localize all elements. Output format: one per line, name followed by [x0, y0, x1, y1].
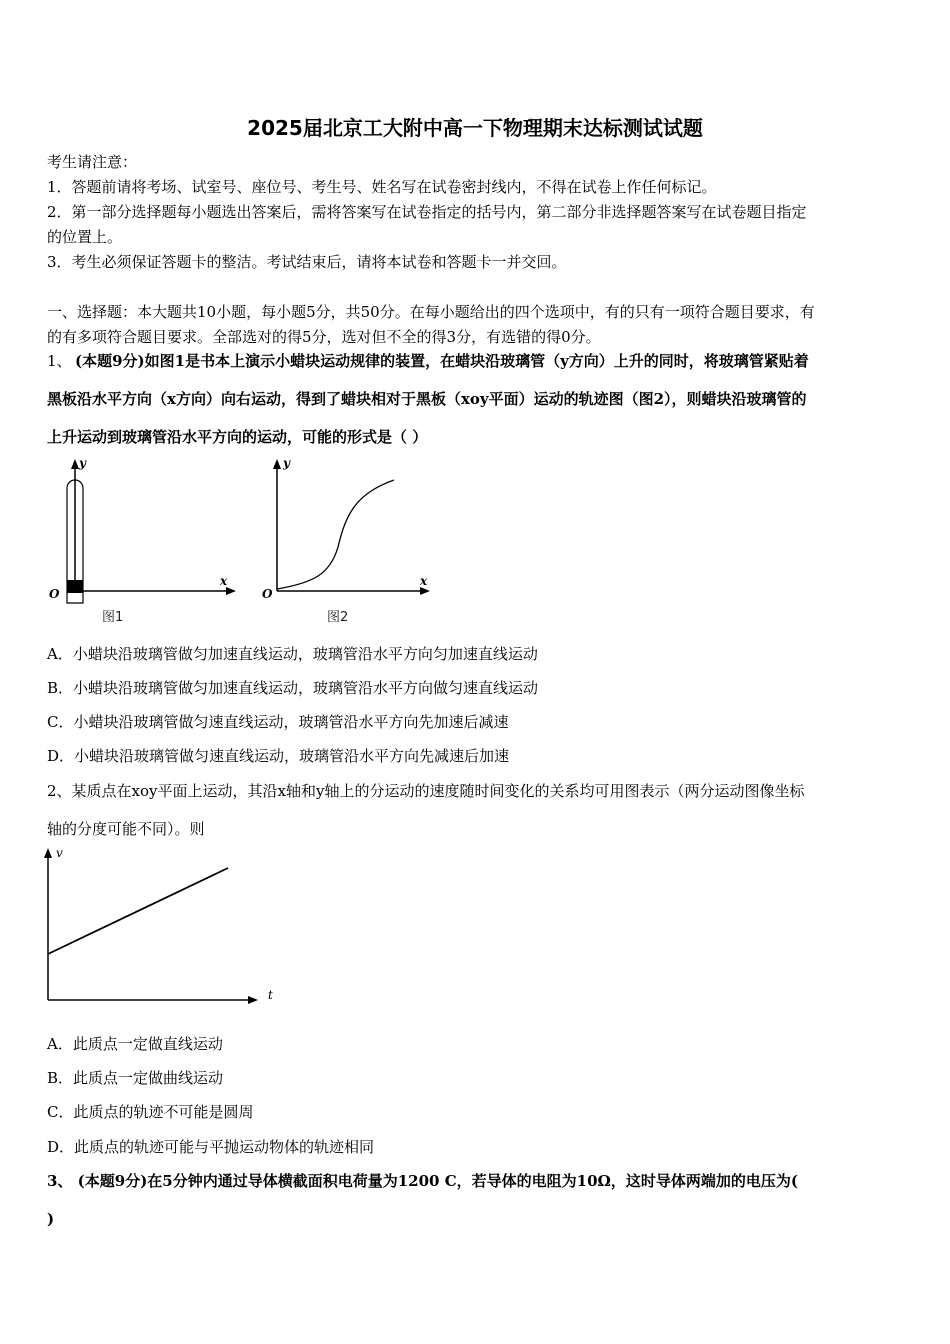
- question-text: 黑板沿水平方向（x方向）向右运动，得到了蜡块相对于黑板（xoy平面）运动的轨迹图（图2），则蜡块沿玻璃管的: [47, 390, 807, 408]
- question-text: 上升运动到玻璃管沿水平方向的运动，可能的形式是（ ）: [47, 428, 428, 446]
- option-c: C．此质点的轨迹不可能是圆周: [47, 1103, 254, 1121]
- fig1-x-label: x: [220, 574, 228, 588]
- velocity-line: [48, 868, 228, 954]
- option-d: D．小蜡块沿玻璃管做匀速直线运动，玻璃管沿水平方向先减速后加速: [47, 747, 510, 765]
- fig1-y-label: y: [79, 456, 86, 470]
- question-text: 2、某质点在xoy平面上运动，其沿x轴和y轴上的分运动的速度随时间变化的关系均可用图表示（两分运动图像坐标: [47, 782, 805, 800]
- option-a: A．此质点一定做直线运动: [47, 1035, 223, 1053]
- option-b: B．小蜡块沿玻璃管做匀加速直线运动，玻璃管沿水平方向做匀速直线运动: [47, 679, 539, 697]
- notice-item: 1．答题前请将考场、试室号、座位号、考生号、姓名写在试卷密封线内，不得在试卷上作任何标记。: [47, 178, 717, 196]
- question-text: 轴的分度可能不同）。则: [47, 820, 205, 838]
- question-text-cont: ): [47, 1210, 55, 1228]
- figure-2: [262, 455, 442, 630]
- section-heading: 一、选择题：本大题共10小题，每小题5分，共50分。在每小题给出的四个选项中，有的只有一项符合题目要求，有: [47, 303, 815, 321]
- figure-1: [40, 455, 240, 630]
- notice-item: 的位置上。: [47, 228, 123, 246]
- option-c: C．小蜡块沿玻璃管做匀速直线运动，玻璃管沿水平方向先加速后减速: [47, 713, 509, 731]
- fig2-origin-label: O: [262, 587, 273, 601]
- fig2-x-label: x: [420, 574, 428, 588]
- section-heading-cont: 的有多项符合题目要求。全部选对的得5分，选对但不全的得3分，有选错的得0分。: [47, 328, 601, 346]
- vt-graph: [38, 842, 288, 1012]
- option-d: D．此质点的轨迹可能与平抛运动物体的轨迹相同: [47, 1138, 375, 1156]
- question-text: 3、 (本题9分)在5分钟内通过导体横截面积电荷量为1200 C，若导体的电阻为10Ω，这时导体两端加的电压为(: [47, 1172, 798, 1190]
- question-text: (本题9分)如图1是书本上演示小蜡块运动规律的装置，在蜡块沿玻璃管（y方向）上升的同时，将玻璃管紧贴着: [75, 352, 809, 370]
- fig1-origin-label: O: [49, 587, 60, 601]
- fig2-y-label: y: [283, 456, 290, 470]
- notice-heading: 考生请注意：: [47, 153, 138, 171]
- notice-item: 3．考生必须保证答题卡的整洁。考试结束后，请将本试卷和答题卡一并交回。: [47, 253, 567, 271]
- v-axis-label: v: [56, 846, 63, 860]
- page-title: 2025届北京工大附中高一下物理期末达标测试试题: [247, 116, 703, 140]
- fig2-caption: 图2: [327, 610, 349, 625]
- option-b: B．此质点一定做曲线运动: [47, 1069, 224, 1087]
- trajectory-curve: [277, 480, 394, 589]
- t-axis-label: t: [268, 988, 273, 1002]
- fig1-caption: 图1: [102, 610, 124, 625]
- notice-item: 2．第一部分选择题每小题选出答案后，需将答案写在试卷指定的括号内，第二部分非选择题答案写在试卷题目指定: [47, 203, 807, 221]
- option-a: A．小蜡块沿玻璃管做匀加速直线运动，玻璃管沿水平方向匀加速直线运动: [47, 645, 538, 663]
- question-number: 1、: [47, 352, 72, 370]
